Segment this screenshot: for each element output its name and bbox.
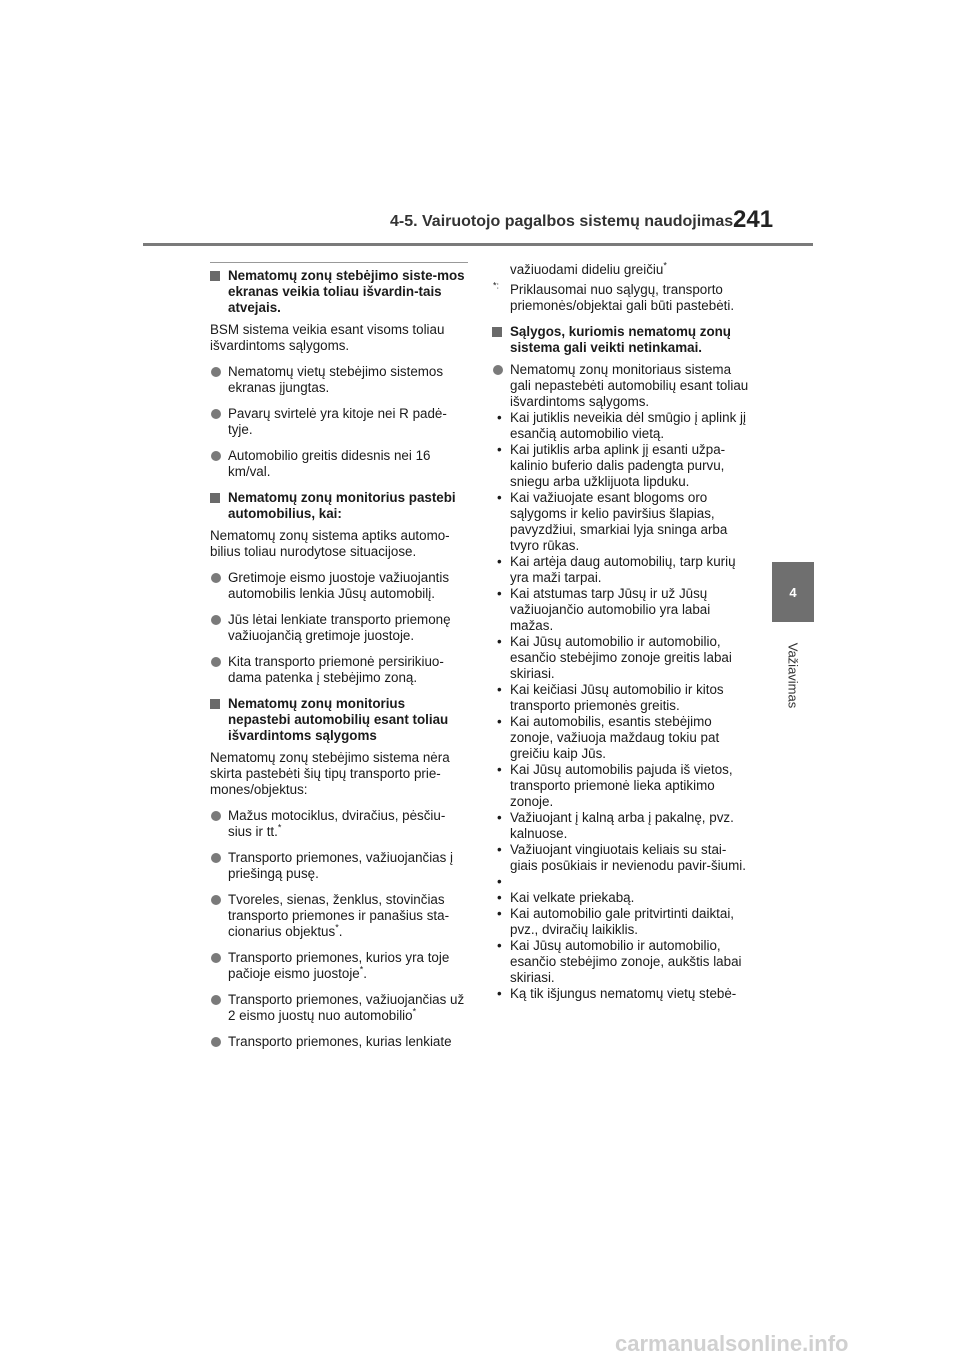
left-column [210, 262, 468, 1060]
dot-marker: • [497, 906, 502, 921]
list-item: • Kai artėja daug automobilių, tarp kurių yra maži tarpai. [497, 554, 736, 585]
dot-marker: • [497, 874, 502, 889]
dot-marker: • [497, 586, 502, 601]
dot-marker: • [497, 490, 502, 505]
circle-bullet-icon [493, 365, 503, 375]
header-rule [143, 243, 813, 246]
footnote-text: Priklausomai nuo sąlygų, transporto priemonės/objektai gali būti pastebėti. [510, 282, 735, 313]
dot-marker: • [497, 810, 502, 825]
right-column [492, 262, 750, 1002]
bullet-item: Transporto priemones, važiuojančias už 2 eismo juostų nuo automobilio* [210, 992, 468, 1024]
circle-bullet-icon [211, 995, 221, 1005]
square-bullet-icon [210, 271, 220, 281]
bullet-item: Transporto priemones, kurias lenkiate [210, 1034, 468, 1050]
bullet-item: Gretimoje eismo juostoje važiuojantis automobilis lenkia Jūsų automobilį. [210, 570, 468, 602]
condition-list [492, 410, 750, 1002]
dot-marker: • [497, 842, 502, 857]
bullet-item: Kita transporto priemonė persirikiuo-dama patenka į stebėjimo zoną. [210, 654, 468, 686]
watermark: carmanualsonline.info [615, 1331, 849, 1356]
dot-marker: • [497, 682, 502, 697]
list-item: • Kai važiuojate esant blogoms oro sąlygoms ir kelio paviršius šlapias, pavyzdžiui, smarkiai lyja sninga arba tvyro rūkas. [497, 490, 728, 553]
dot-marker: • [497, 554, 502, 569]
list-item [492, 874, 750, 890]
section-heading: Sąlygos, kuriomis nematomų zonų sistema gali veikti netinkamai. [492, 324, 750, 356]
dot-marker: • [497, 762, 502, 777]
bullet-item: Transporto priemones, važiuojančias į priešingą pusę. [210, 850, 468, 882]
section-heading: Nematomų zonų stebėjimo siste-mos ekranas veikia toliau išvardin-tais atvejais. [210, 268, 468, 316]
circle-bullet-icon [211, 953, 221, 963]
continued-text: važiuodami dideliu greičiu* [510, 260, 667, 277]
footnote [492, 282, 750, 314]
list-item: • Kai atstumas tarp Jūsų ir už Jūsų važiuojančio automobilio yra labai mažas. [497, 586, 711, 633]
circle-bullet-icon [211, 409, 221, 419]
square-bullet-icon [210, 699, 220, 709]
list-item: • Kai Jūsų automobilio ir automobilio, esančio stebėjimo zonoje, aukštis labai skiriasi. [497, 938, 742, 985]
circle-bullet-icon [211, 367, 221, 377]
circle-bullet-icon [211, 615, 221, 625]
bullet-item: Mažus motociklus, dviračius, pėsčiu-sius ir tt.* [210, 808, 468, 840]
list-item: • Kai velkate priekabą. [497, 890, 635, 905]
list-item: • Kai Jūsų automobilis pajuda iš vietos, transporto priemonė lieka aptikimo zonoje. [497, 762, 733, 809]
list-item: • Važiuojant į kalną arba į pakalnę, pvz. kalnuose. [497, 810, 734, 841]
circle-bullet-icon [211, 573, 221, 583]
dot-marker: • [497, 890, 502, 905]
list-item: • Kai automobilio gale pritvirtinti daiktai, pvz., dviračių laikiklis. [497, 906, 735, 937]
left-column-content [210, 268, 468, 1050]
section-label [776, 630, 810, 720]
section-heading: Nematomų zonų monitorius nepastebi automobilių esant toliau išvardintoms sąlygoms [210, 696, 468, 744]
paragraph: Nematomų zonų sistema aptiks automo-bilius toliau nurodytose situacijose. [210, 528, 450, 559]
circle-bullet-icon [211, 811, 221, 821]
dot-marker: • [497, 714, 502, 729]
bullet-item: Automobilio greitis didesnis nei 16 km/val. [210, 448, 468, 480]
bullet-item: Jūs lėtai lenkiate transporto priemonę važiuojančią gretimoje juostoje. [210, 612, 468, 644]
bullet-item: Nematomų zonų monitoriaus sistema gali nepastebėti automobilių esant toliau išvardintoms sąlygoms. [492, 362, 750, 410]
bullet-item: Tvoreles, sienas, ženklus, stovinčias transporto priemones ir panašius sta-cionarius objektus*. [210, 892, 468, 940]
circle-bullet-icon [211, 657, 221, 667]
footnote-mark: *: [493, 280, 500, 291]
dot-marker: • [497, 938, 502, 953]
list-item: • Kai Jūsų automobilio ir automobilio, esančio stebėjimo zonoje greitis labai skiriasi. [497, 634, 732, 681]
dot-marker: • [497, 410, 502, 425]
section-heading: Nematomų zonų monitorius pastebi automobilius, kai: [210, 490, 468, 522]
list-item: • Kai automobilis, esantis stebėjimo zonoje, važiuoja maždaug tokiu pat greičiu kaip Jūs. [497, 714, 720, 761]
dot-marker: • [497, 986, 502, 1001]
paragraph: BSM sistema veikia esant visoms toliau išvardintoms sąlygoms. [210, 322, 445, 353]
list-item: • Kai jutiklis neveikia dėl smūgio į aplink jį esančią automobilio vietą. [497, 410, 746, 441]
circle-bullet-icon [211, 451, 221, 461]
dot-marker: • [497, 442, 502, 457]
square-bullet-icon [492, 327, 502, 337]
paragraph: Nematomų zonų stebėjimo sistema nėra skirta pastebėti šių tipų transporto prie-mones/objektus: [210, 750, 450, 797]
bullet-item: Nematomų vietų stebėjimo sistemos ekranas įjungtas. [210, 364, 468, 396]
circle-bullet-icon [211, 895, 221, 905]
dot-marker: • [497, 634, 502, 649]
bullet-item: Transporto priemones, kurios yra toje pačioje eismo juostoje*. [210, 950, 468, 982]
list-item: • Ką tik išjungus nematomų vietų stebė- [497, 986, 737, 1001]
column-rule [210, 262, 468, 263]
circle-bullet-icon [211, 853, 221, 863]
list-item: • Kai keičiasi Jūsų automobilio ir kitos transporto priemonės greitis. [497, 682, 724, 713]
bullet-item: Pavarų svirtelė yra kitoje nei R padė-tyje. [210, 406, 468, 438]
square-bullet-icon [210, 493, 220, 503]
list-item: • Kai jutiklis arba aplink jį esanti užpa-kalinio buferio dalis padengta purvu, sniegu arba užklijuota lipduku. [497, 442, 726, 489]
list-item: • Važiuojant vingiuotais keliais su stai-giais posūkiais ir nevienodu pavir-šiumi. [497, 842, 746, 873]
section-tab[interactable] [772, 562, 814, 622]
section-label-text: Važiavimas [785, 642, 801, 708]
circle-bullet-icon [211, 1037, 221, 1047]
page-number: 241 [733, 206, 774, 233]
chapter-title: 4-5. Vairuotojo pagalbos sistemų naudojimas [390, 213, 734, 230]
section-tab-number: 4 [789, 584, 797, 600]
